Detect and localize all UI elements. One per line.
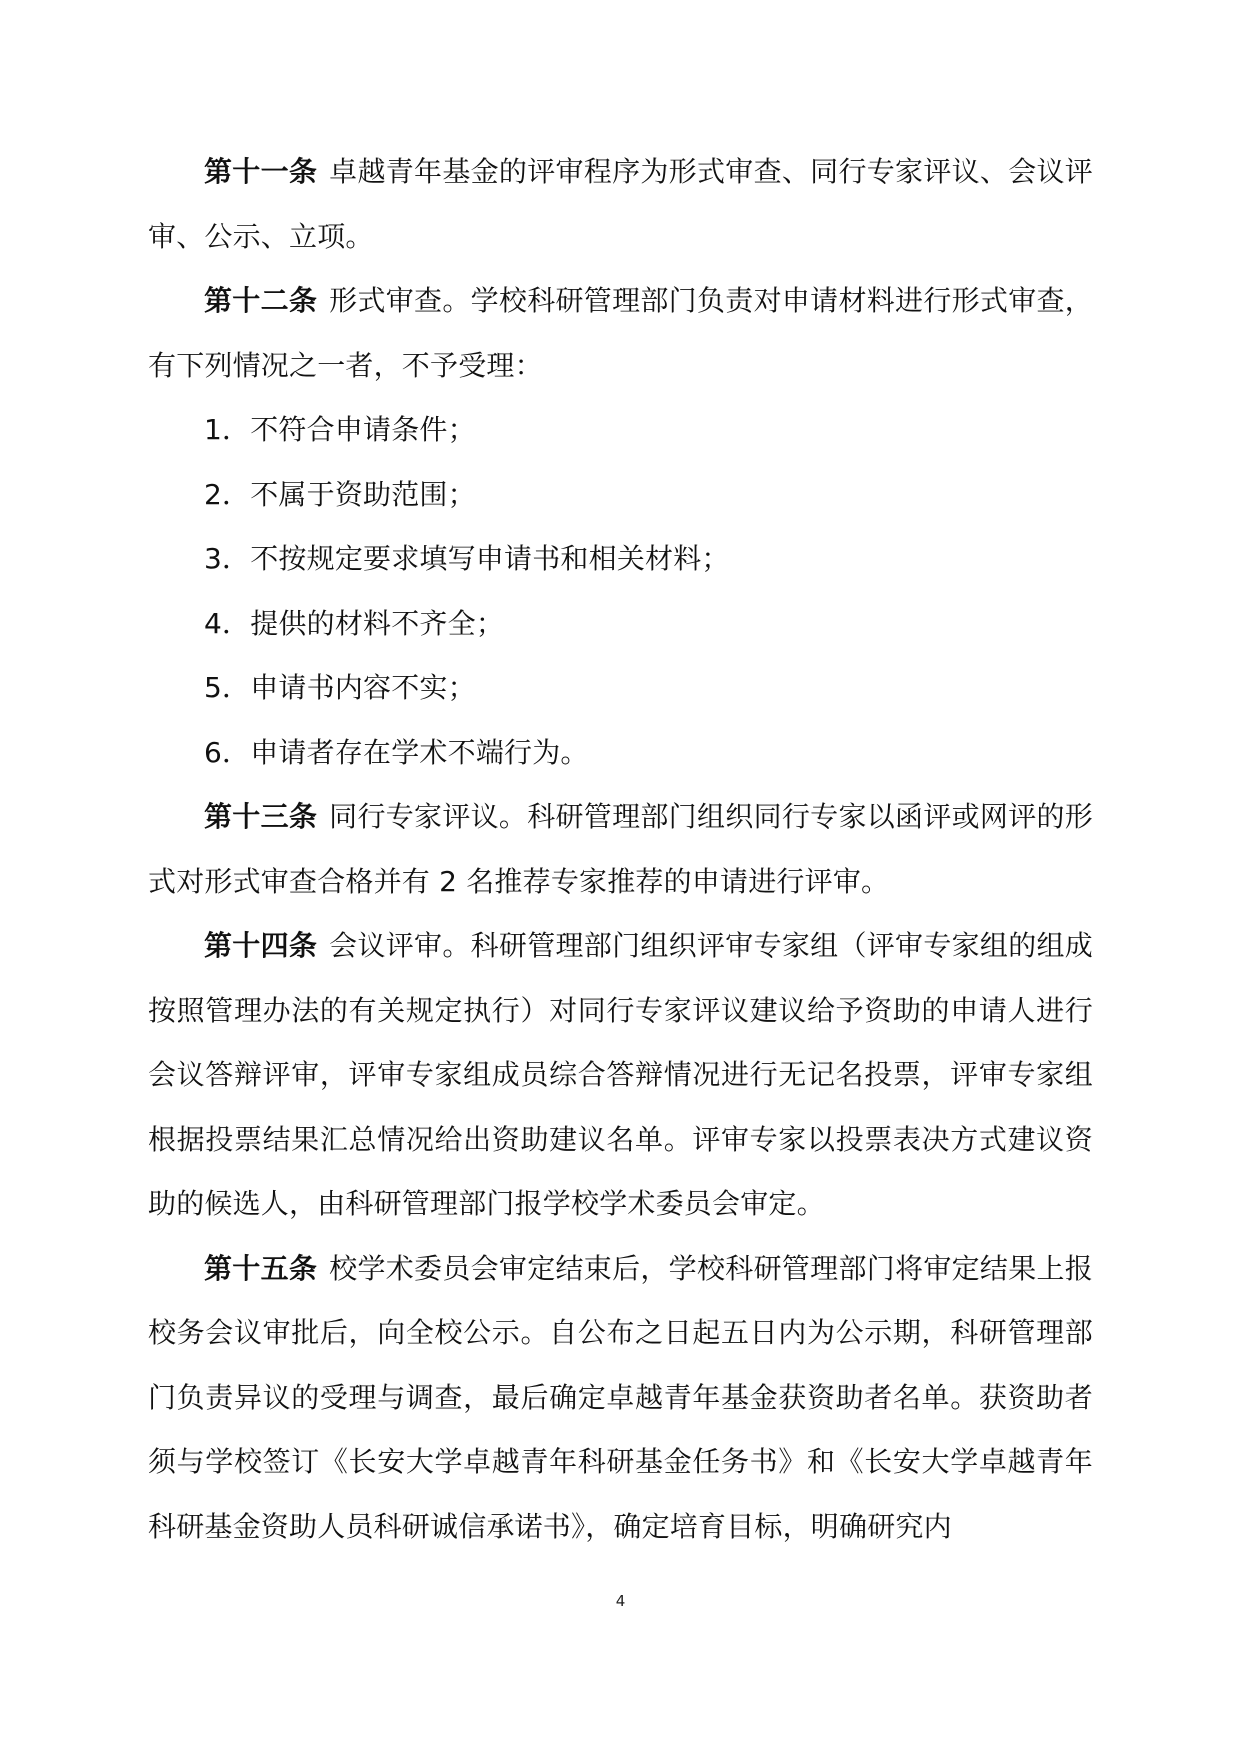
document-body [148,140,1093,1559]
article-label: 第十二条 [204,284,318,317]
list-item: 4．提供的材料不齐全； [204,606,505,640]
article-text: 形式审查。学校科研管理部门负责对申请材料进行形式审查，有下列情况之一者，不予受理： [148,284,1093,382]
list-item: 1．不符合申请条件； [204,413,476,446]
article-14 [148,914,1093,1237]
page-number: 4 [615,1592,626,1610]
list-item: 2．不属于资助范围； [204,477,476,511]
article-text: 同行专家评议。科研管理部门组织同行专家以函评或网评的形式对形式审查合格并有 2 名推荐专家推荐的申请进行评审。 [148,800,1093,898]
article-text: 卓越青年基金的评审程序为形式审查、同行专家评议、会议评审、公示、立项。 [148,155,1093,253]
article-text: 会议评审。科研管理部门组织评审专家组（评审专家组的组成按照管理办法的有关规定执行）对同行专家评议建议给予资助的申请人进行会议答辩评审，评审专家组成员综合答辩情况进行无记名投票，评审专家组根据投票结果汇总情况给出资助建议名单。评审专家以投票表决方式建议资助的候选人，由科研管理部门报学校学术委员会审定。 [148,929,1093,1220]
article-12 [148,269,1093,398]
article-label: 第十四条 [204,929,318,962]
list-item: 3．不按规定要求填写申请书和相关材料； [204,542,730,575]
list-item: 5．申请书内容不实； [204,671,476,704]
article-11 [148,140,1093,269]
article-label: 第十五条 [204,1251,318,1285]
article-text: 校学术委员会审定结束后，学校科研管理部门将审定结果上报校务会议审批后，向全校公示。自公布之日起五日内为公示期，科研管理部门负责异议的受理与调查，最后确定卓越青年基金获资助者名单。获资助者须与学校签订《长安大学卓越青年科研基金任务书》和《长安大学卓越青年科研基金资助人员科研诚信承诺书》，确定培育目标，明确研究内 [148,1251,1093,1543]
article-label: 第十一条 [204,155,318,188]
list-item: 6．申请者存在学术不端行为。 [204,735,589,769]
article-13 [148,785,1093,914]
article-label: 第十三条 [204,800,318,833]
article-15 [148,1237,1093,1560]
